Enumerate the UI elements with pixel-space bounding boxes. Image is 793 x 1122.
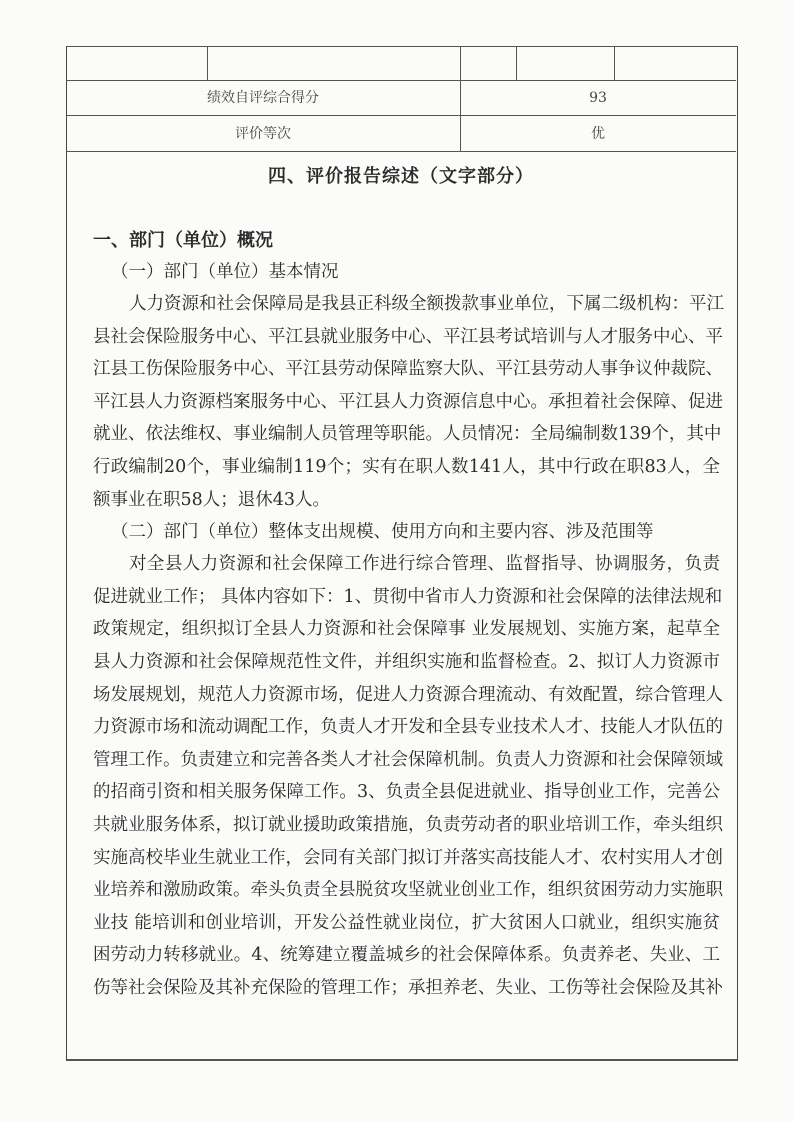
score-value: 93 — [589, 90, 607, 106]
report-body — [93, 226, 724, 1004]
text-line: 就业、依法维权、事业编制人员管理等职能。人员情况：全局编制数139个，其中 — [93, 424, 722, 445]
text-line: 伤等社会保险及其补充保险的管理工作；承担养老、失业、工伤等社会保险及其补 — [93, 977, 723, 998]
text-line: 共就业服务体系，拟订就业援助政策措施，负责劳动者的职业培训工作，牵头组织 — [93, 814, 723, 835]
text-line: 平江县人力资源档案服务中心、平江县人力资源信息中心。承担着社会保障、促进 — [93, 391, 723, 412]
heading-overview: 一、部门（单位）概况 — [93, 230, 273, 251]
text-line: 力资源市场和流动调配工作，负责人才开发和全县专业技术人才、技能人才队伍的 — [93, 717, 723, 738]
text-line: 管理工作。负责建立和完善各类人才社会保障机制。负责人力资源和社会保障领域 — [93, 749, 723, 770]
text-line: 业技 能培训和创业培训，开发公益性就业岗位，扩大贫困人口就业，组织实施贫 — [93, 912, 720, 933]
subheading-expenditure: （二）部门（单位）整体支出规模、使用方向和主要内容、涉及范围等 — [111, 522, 654, 543]
subheading-basic: （一）部门（单位）基本情况 — [111, 262, 339, 282]
col-divider — [614, 46, 615, 80]
row-divider — [66, 115, 736, 116]
text-line: 额事业在职58人；退休43人。 — [93, 489, 331, 510]
text-line: 实施高校毕业生就业工作，会同有关部门拟订并落实高技能人才、农村实用人才创 — [93, 847, 723, 868]
text-line: 县人力资源和社会保障规范性文件，并组织实施和监督检查。2、拟订人力资源市 — [93, 651, 720, 672]
text-line: 人力资源和社会保障局是我县正科级全额拨款事业单位，下属二级机构：平江 — [129, 294, 724, 314]
paragraph-expenditure — [93, 548, 723, 1004]
text-line: 江县工伤保险服务中心、平江县劳动保障监察大队、平江县劳动人事争议仲裁院、 — [93, 359, 723, 380]
paragraph-basic — [93, 288, 724, 516]
text-line: 的招商引资和相关服务保障工作。3、负责全县促进就业、指导创业工作，完善公 — [93, 782, 720, 803]
col-divider — [516, 46, 517, 80]
grade-label: 评价等次 — [235, 126, 291, 142]
text-line: 促进就业工作； 具体内容如下：1、贯彻中省市人力资源和社会保障的法律法规和 — [93, 586, 723, 607]
text-line: 县社会保险服务中心、平江县就业服务中心、平江县考试培训与人才服务中心、平 — [93, 326, 723, 347]
text-line: 业培养和激励政策。牵头负责全县脱贫攻坚就业创业工作，组织贫困劳动力实施职 — [93, 880, 723, 901]
section-title: 四、评价报告综述（文字部分） — [268, 166, 534, 187]
text-line: 场发展规划，规范人力资源市场，促进人力资源合理流动、有效配置，综合管理人 — [93, 684, 723, 705]
grade-value: 优 — [591, 126, 605, 142]
text-line: 困劳动力转移就业。4、统筹建立覆盖城乡的社会保障体系。负责养老、失业、工 — [93, 945, 720, 966]
text-line: 行政编制20个，事业编制119个；实有在职人数141人，其中行政在职83人，全 — [93, 456, 720, 477]
row-divider — [66, 151, 736, 152]
text-line: 政策规定，组织拟订全县人力资源和社会保障事 业发展规划、实施方案，起草全 — [93, 619, 720, 640]
text-line: 对全县人力资源和社会保障工作进行综合管理、监督指导、协调服务，负责 — [129, 554, 720, 575]
score-label: 绩效自评综合得分 — [207, 90, 319, 106]
col-divider — [207, 46, 208, 80]
